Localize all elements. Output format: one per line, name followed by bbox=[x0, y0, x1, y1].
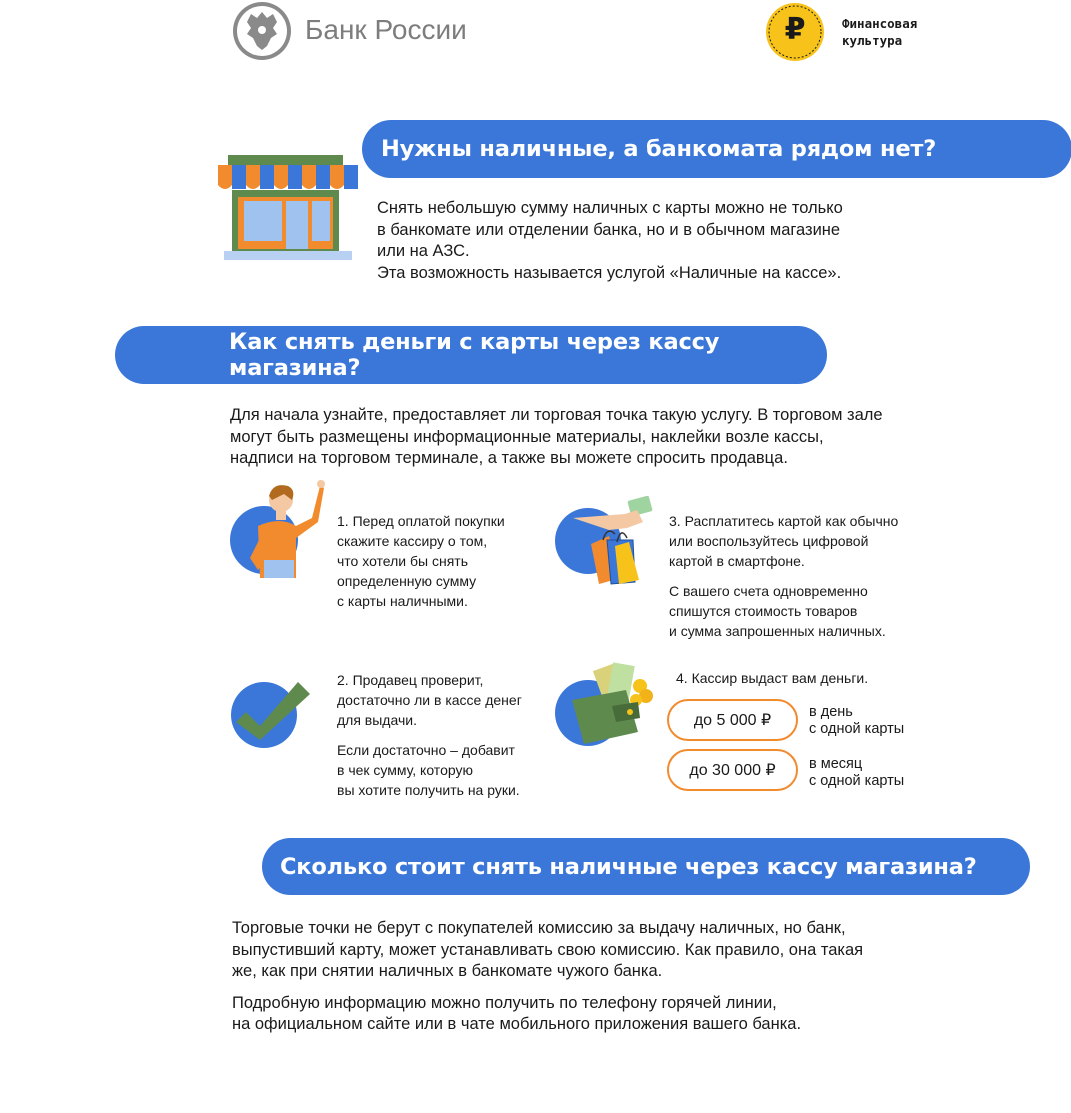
step3-line: и сумма запрошенных наличных. bbox=[669, 623, 886, 639]
section1-line: в банкомате или отделении банка, но и в обычном магазине bbox=[377, 220, 841, 239]
limit-period-monthly bbox=[809, 756, 904, 790]
step2-line: достаточно ли в кассе денег bbox=[337, 692, 522, 708]
step3-line: 3. Расплатитесь картой как обычно bbox=[669, 513, 899, 529]
limit-period-line: в день bbox=[809, 704, 853, 720]
step3-line: или воспользуйтесь цифровой bbox=[669, 533, 869, 549]
step2-text bbox=[337, 670, 547, 800]
limit-period-line: с одной карты bbox=[809, 721, 905, 737]
section1-title-text: Нужны наличные, а банкомата рядом нет? bbox=[381, 136, 937, 162]
section1-line: Эта возможность называется услугой «Наличные на кассе». bbox=[377, 263, 842, 282]
step2-para1 bbox=[337, 670, 547, 730]
limit-badge-daily bbox=[667, 699, 798, 741]
step2-line: для выдачи. bbox=[337, 712, 417, 728]
bank-name: Банк России bbox=[305, 14, 467, 45]
shop-icon bbox=[218, 155, 358, 260]
section2-title bbox=[115, 326, 827, 384]
bank-of-russia-logo bbox=[231, 0, 491, 62]
limit-amount: до 5 000 ₽ bbox=[693, 712, 772, 729]
step1-text bbox=[337, 511, 537, 611]
section3-line: выпустивший карту, может устанавливать свою комиссию. Как правило, она такая bbox=[232, 940, 864, 959]
step3-line: С вашего счета одновременно bbox=[669, 583, 868, 599]
step2-line: в чек сумму, которую bbox=[337, 762, 473, 778]
intro-line: Для начала узнайте, предоставляет ли торговая точка такую услугу. В торговом зале bbox=[230, 406, 883, 424]
step3-line: картой в смартфоне. bbox=[669, 553, 805, 569]
step3-para2 bbox=[669, 581, 929, 641]
ruble-sign: ₽ bbox=[784, 13, 806, 46]
limit-badge-monthly bbox=[667, 749, 798, 791]
step1-line: 1. Перед оплатой покупки bbox=[337, 513, 505, 529]
intro-line: могут быть размещены информационные материалы, наклейки возле кассы, bbox=[230, 427, 824, 446]
step4-title: 4. Кассир выдаст вам деньги. bbox=[676, 670, 869, 686]
section3-title-text: Сколько стоит снять наличные через кассу магазина? bbox=[280, 853, 977, 880]
step1-line: определенную сумму bbox=[337, 573, 477, 589]
step3-para1 bbox=[669, 511, 929, 571]
section2-title-text: Как снять деньги с карты через кассу магазина? bbox=[229, 329, 720, 381]
section3-line: же, как при снятии наличных в банкомате чужого банка. bbox=[232, 962, 663, 980]
step1-line: скажите кассиру о том, bbox=[337, 533, 488, 549]
section3-line: Торговые точки не берут с покупателей комиссию за выдачу наличных, но банк, bbox=[232, 919, 846, 937]
section3-para2 bbox=[232, 993, 992, 1036]
fin-culture-line2: культура bbox=[842, 33, 903, 48]
section1-title bbox=[362, 120, 1071, 178]
step2-line: вы хотите получить на руки. bbox=[337, 782, 520, 798]
step2-line: 2. Продавец проверит, bbox=[337, 672, 484, 688]
step2-line: Если достаточно – добавит bbox=[337, 742, 515, 758]
limit-amount: до 30 000 ₽ bbox=[689, 762, 776, 779]
limit-period-line: с одной карты bbox=[809, 773, 905, 789]
section3-title bbox=[262, 838, 1030, 895]
section2-intro bbox=[230, 405, 990, 470]
section1-line: или на АЗС. bbox=[377, 242, 470, 260]
intro-line: надписи на торговом терминале, а также вы можете спросить продавца. bbox=[230, 449, 788, 467]
step1-line: что хотели бы снять bbox=[337, 553, 468, 569]
limit-period-line: в месяц bbox=[809, 756, 863, 772]
section1-body bbox=[377, 198, 937, 284]
shopping-bags-icon bbox=[553, 496, 663, 588]
section3-line: на официальном сайте или в чате мобильного приложения вашего банка. bbox=[232, 1015, 802, 1033]
financial-culture-logo bbox=[765, 2, 965, 62]
person-pointing-icon bbox=[228, 478, 328, 578]
step2-para2 bbox=[337, 740, 547, 800]
limit-period-daily bbox=[809, 704, 904, 738]
section3-line: Подробную информацию можно получить по телефону горячей линии, bbox=[232, 993, 777, 1012]
section3-para1 bbox=[232, 918, 992, 983]
step3-line: спишутся стоимость товаров bbox=[669, 603, 858, 619]
fin-culture-line1: Финансовая bbox=[842, 16, 918, 31]
section1-line: Снять небольшую сумму наличных с карты можно не только bbox=[377, 199, 843, 217]
checkmark-icon bbox=[230, 676, 310, 748]
step3-text bbox=[669, 511, 929, 641]
wallet-money-icon bbox=[554, 660, 659, 750]
eagle-emblem-icon bbox=[231, 0, 293, 62]
section3-body bbox=[232, 918, 992, 1036]
step1-line: с карты наличными. bbox=[337, 593, 468, 609]
